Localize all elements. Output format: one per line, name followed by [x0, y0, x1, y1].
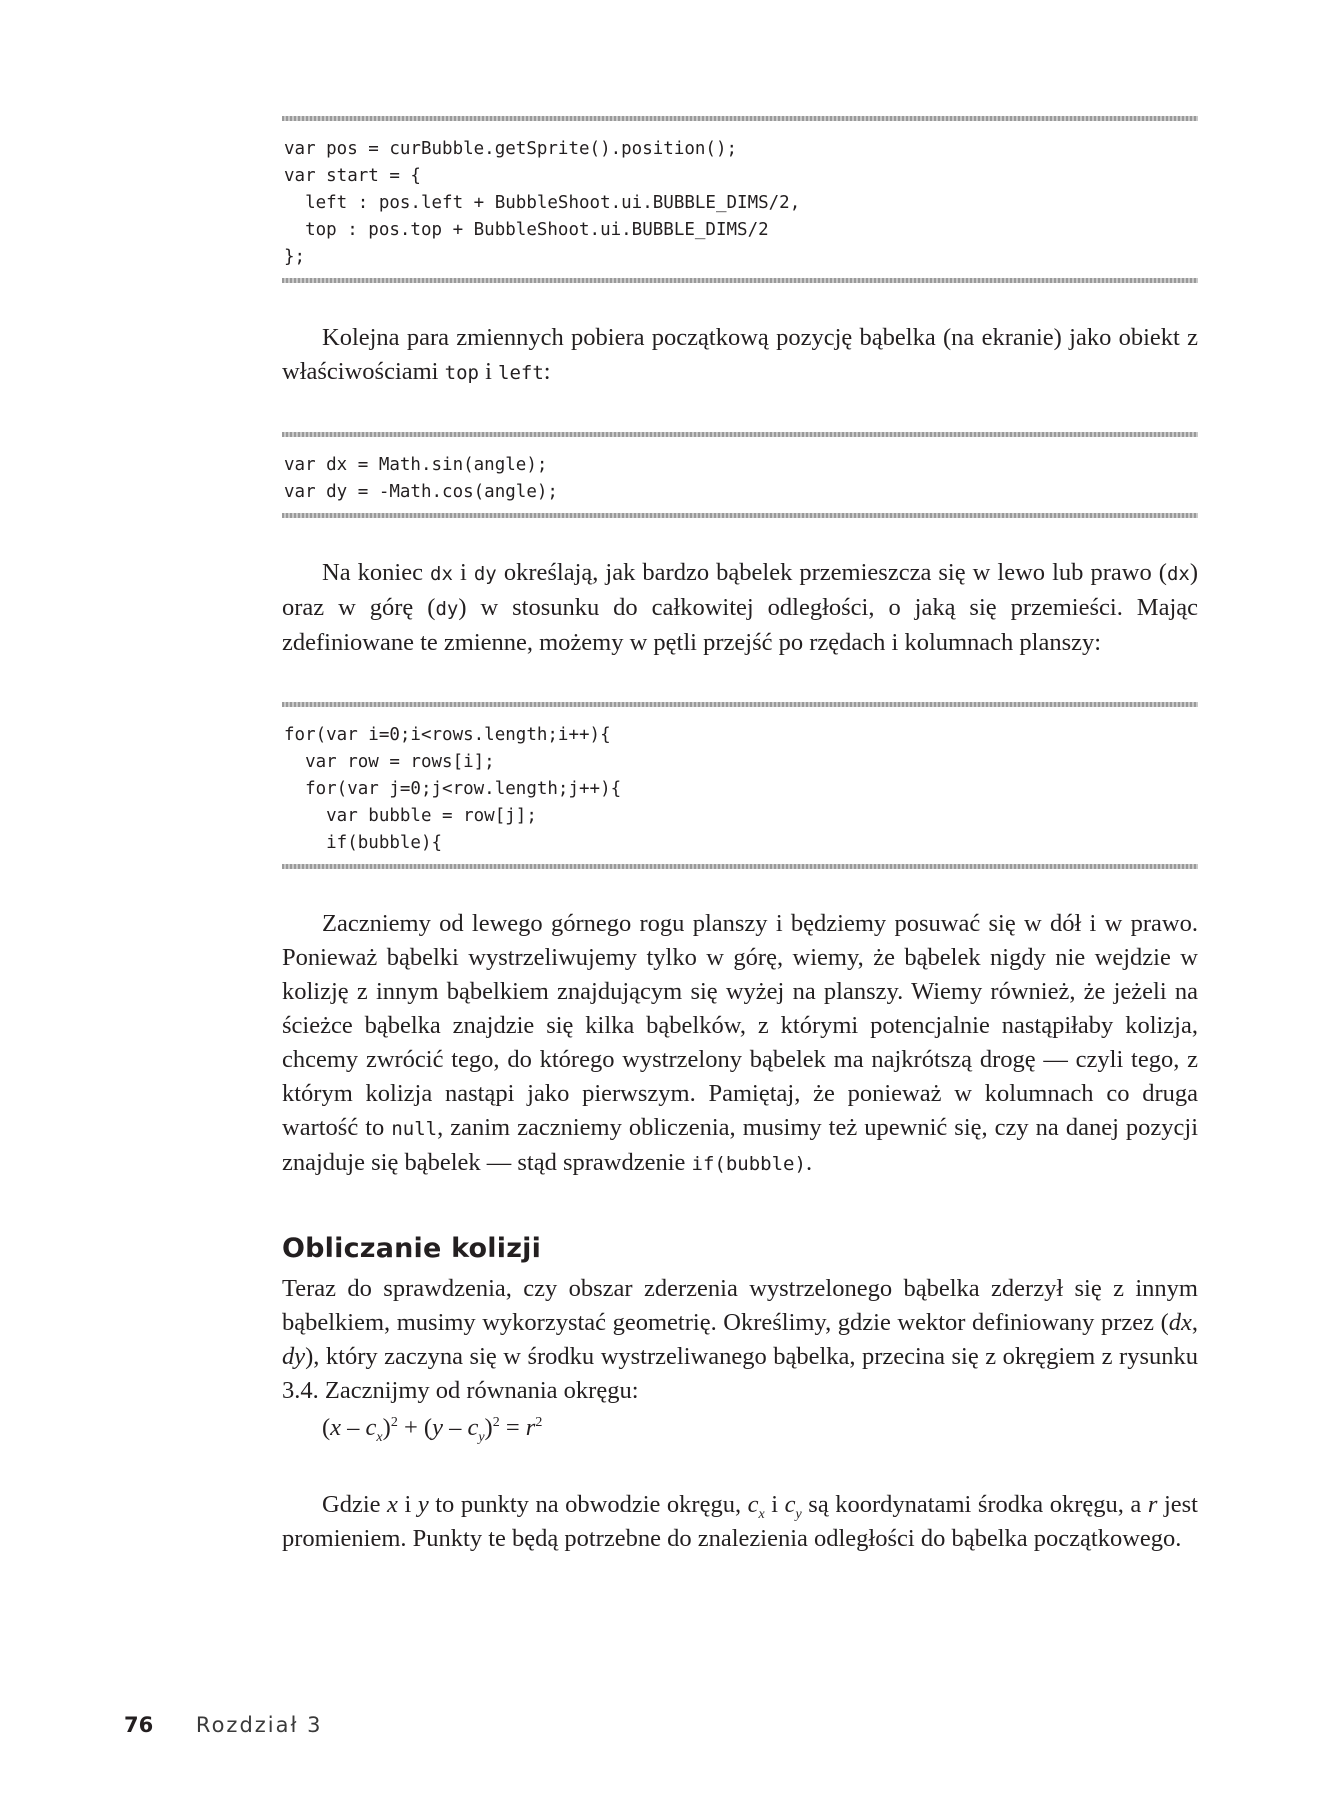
- code-block-start-position: [282, 116, 1198, 283]
- math-var: c: [365, 1414, 377, 1441]
- math-subscript: x: [758, 1506, 765, 1522]
- code-line: var bubble = row[j];: [284, 806, 537, 826]
- math-var: dy: [282, 1343, 306, 1370]
- text-run: i: [452, 559, 474, 586]
- math-var: c: [784, 1491, 796, 1518]
- text-run: jest promieniem. Punkty te będą potrzebne do znalezienia odległości do bąbelka początkowego.: [282, 1491, 1198, 1552]
- code-line: var dx = Math.sin(angle);: [284, 455, 548, 475]
- math-var: y: [432, 1414, 443, 1441]
- text-run: i: [764, 1491, 785, 1518]
- code-block-direction: [282, 432, 1198, 518]
- text-run: Kolejna para zmiennych pobiera początkową pozycję bąbelka (na ekranie) jako obiekt z właściwościami: [282, 324, 1198, 385]
- inline-code: dy: [435, 598, 459, 620]
- math-var: c: [467, 1414, 479, 1441]
- math-superscript: 2: [390, 1414, 398, 1430]
- math-superscript: 2: [492, 1414, 500, 1430]
- text-run: ,: [1191, 1309, 1198, 1336]
- section-heading: Obliczanie kolizji: [282, 1233, 542, 1264]
- inline-code: top: [444, 362, 479, 384]
- math-var: dx: [1168, 1309, 1192, 1336]
- paragraph-circle-terms: [282, 1488, 1198, 1556]
- paragraph-start-position: [282, 321, 1198, 390]
- inline-code: if(bubble): [691, 1153, 806, 1175]
- math-subscript: y: [795, 1506, 802, 1522]
- circle-equation: [282, 1414, 1198, 1445]
- math-var: y: [417, 1491, 429, 1518]
- formula-part: ): [382, 1414, 391, 1441]
- math-subscript: x: [376, 1429, 383, 1445]
- page-content: [282, 116, 1198, 1598]
- chapter-label: Rozdział 3: [195, 1713, 323, 1737]
- text-run: :: [543, 358, 551, 385]
- math-var: x: [387, 1491, 398, 1518]
- text-run: .: [805, 1149, 813, 1176]
- text-run: i: [397, 1491, 418, 1518]
- code-line: for(var j=0;j<row.length;j++){: [284, 779, 622, 799]
- math-var: r: [525, 1414, 536, 1441]
- paragraph-traversal: [282, 907, 1198, 1181]
- code-line: };: [284, 247, 306, 267]
- formula-part: +: [397, 1414, 424, 1441]
- page-footer: [124, 1713, 323, 1737]
- code-line: if(bubble){: [284, 833, 443, 853]
- code-line: var row = rows[i];: [284, 752, 495, 772]
- code-block-loop: [282, 702, 1198, 869]
- math-var: x: [330, 1414, 342, 1441]
- formula-part: (: [423, 1414, 433, 1441]
- formula-part: ): [484, 1414, 493, 1441]
- formula-part: =: [499, 1414, 526, 1441]
- inline-code: left: [498, 362, 544, 384]
- text-run: i: [478, 358, 499, 385]
- inline-code: dx: [1166, 563, 1190, 585]
- code-line: top : pos.top + BubbleShoot.ui.BUBBLE_DIMS/2: [284, 220, 769, 240]
- math-var: c: [747, 1491, 759, 1518]
- text-run: ), który zaczyna się w środku wystrzeliwanego bąbelka, przecina się z okręgiem z rysunku 3.4. Zacznijmy od równania okręgu:: [282, 1343, 1198, 1404]
- code-line: var start = {: [284, 166, 421, 186]
- code-line: left : pos.left + BubbleShoot.ui.BUBBLE_DIMS/2,: [284, 193, 801, 213]
- math-superscript: 2: [535, 1414, 543, 1430]
- inline-code: null: [391, 1118, 438, 1140]
- page-number: 76: [124, 1713, 154, 1737]
- code-line: var pos = curBubble.getSprite().position();: [284, 139, 738, 159]
- inline-code: dx: [430, 563, 453, 585]
- math-var: r: [1147, 1491, 1158, 1518]
- text-run: , zanim zaczniemy obliczenia, musimy też upewnić się, czy na danej pozycji znajduje się bąbelek — stąd sprawdzenie: [282, 1114, 1199, 1176]
- text-run: Na koniec: [322, 559, 431, 586]
- inline-code: dy: [473, 563, 497, 585]
- text-run: ) oraz w górę (: [282, 559, 1199, 621]
- text-run: określają, jak bardzo bąbelek przemieszcza się w lewo lub prawo (: [496, 559, 1167, 586]
- text-run: to punkty na obwodzie okręgu,: [428, 1491, 748, 1518]
- formula-part: (: [322, 1414, 331, 1441]
- text-run: są koordynatami środka okręgu, a: [801, 1491, 1148, 1518]
- text-run: Zaczniemy od lewego górnego rogu planszy i będziemy posuwać się w dół i w prawo. Ponieważ bąbelki wystrzeliwujemy tylko w górę, wiemy, że bąbelek nigdy nie wejdzie w kolizję z innym bąbelkiem znajdującym się wyżej na planszy. Wiemy również, że jeżeli na ścieżce bąbelka znajdzie się kilka bąbelków, z którymi potencjalnie nastąpiłaby kolizja, chcemy zwrócić tego, do którego wystrzelony bąbelek ma najkrótszą drogę — czyli tego, z którym kolizja nastąpi jako pierwszym. Pamiętaj, że ponieważ w kolumnach co druga wartość to: [282, 910, 1198, 1141]
- text-run: Teraz do sprawdzenia, czy obszar zderzenia wystrzelonego bąbelka zderzył się z innym bąbelkiem, musimy wykorzystać geometrię. Określimy, gdzie wektor definiowany przez (: [282, 1275, 1198, 1336]
- math-subscript: y: [478, 1429, 485, 1445]
- code-line: for(var i=0;i<rows.length;i++){: [284, 725, 611, 745]
- formula-part: –: [442, 1414, 468, 1441]
- text-run: Gdzie: [322, 1491, 388, 1518]
- formula-part: –: [341, 1414, 366, 1441]
- text-run: ) w stosunku do całkowitej odległości, o jaką się przemieści. Mając zdefiniowane te zmienne, możemy w pętli przejść po rzędach i kolumnach planszy:: [282, 594, 1199, 656]
- code-line: var dy = -Math.cos(angle);: [284, 482, 558, 502]
- paragraph-direction: [282, 556, 1198, 660]
- paragraph-geometry: [282, 1272, 1198, 1408]
